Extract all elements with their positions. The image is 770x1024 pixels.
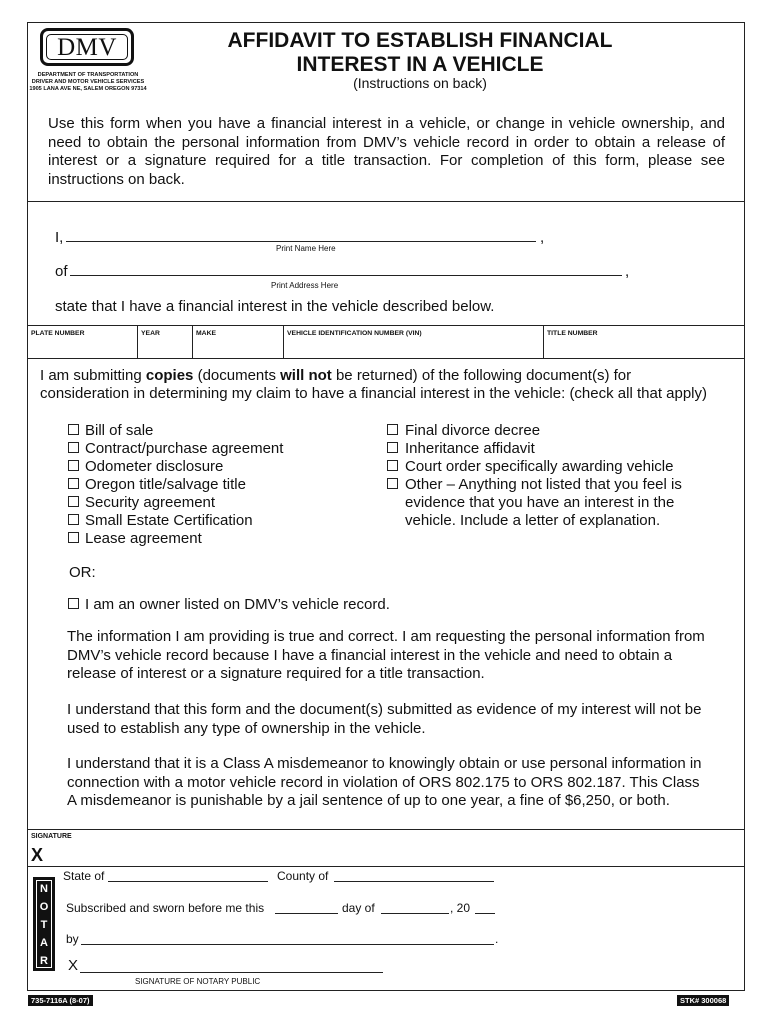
col-plate-number: PLATE NUMBER	[31, 330, 85, 337]
notary-by-period: .	[495, 932, 499, 946]
agency-line-2: DRIVER AND MOTOR VEHICLE SERVICES	[31, 79, 145, 85]
notary-county-label: County of	[277, 869, 329, 883]
form-title-line-1: AFFIDAVIT TO ESTABLISH FINANCIAL	[227, 29, 613, 52]
intro-paragraph: Use this form when you have a financial interest in a vehicle, or change in vehicle ownership, and need to obtain the personal information from DMV’s vehicle record in order to obtain a release of interest or a signature required for a title transaction. For completion of this form, please see instructions on back.	[48, 115, 725, 188]
submitting-line-1	[40, 367, 631, 386]
name-caption: Print Name Here	[276, 244, 336, 253]
address-caption: Print Address Here	[271, 281, 339, 290]
vin-input[interactable]	[287, 340, 541, 356]
checkbox-bill-of-sale[interactable]	[68, 424, 79, 435]
col-title-number: TITLE NUMBER	[547, 330, 598, 337]
checkbox-label-security-agreement: Security agreement	[85, 494, 216, 511]
stock-number: STK# 300068	[677, 995, 729, 1006]
notary-signature-caption: SIGNATURE OF NOTARY PUBLIC	[135, 977, 261, 986]
checkbox-owner[interactable]	[68, 598, 79, 609]
submitting-bold-will-not: will not	[280, 367, 332, 384]
submitting-bold-copies: copies	[145, 367, 194, 384]
other-continuation-1: evidence that you have an interest in the	[405, 494, 675, 511]
table-divider	[192, 325, 193, 359]
checkbox-inheritance-affidavit[interactable]	[387, 442, 398, 453]
checkbox-security-agreement[interactable]	[68, 496, 79, 507]
form-number: 735-7116A (8-07)	[28, 995, 93, 1006]
dmv-logo	[40, 28, 134, 66]
notary-x-mark: X	[68, 957, 79, 974]
notary-day-field[interactable]	[275, 913, 338, 914]
statement-true-correct: The information I am providing is true and correct. I am requesting the personal information from DMV’s vehicle record because I have a financial interest in the vehicle and need to obtain a release of interest or a signature required for a title transaction.	[67, 628, 705, 682]
title-number-input[interactable]	[547, 340, 742, 356]
notary-subscribed-label: Subscribed and sworn before me this	[66, 901, 265, 915]
notary-letter: A	[40, 937, 48, 949]
submitting-line-2: consideration in determining my claim to have a financial interest in the vehicle: (check all that apply)	[40, 385, 708, 402]
checkbox-label-small-estate: Small Estate Certification	[85, 512, 253, 529]
checkbox-label-bill-of-sale: Bill of sale	[85, 422, 154, 439]
submitting-text-c: be returned) of the following document(s) for	[331, 367, 632, 384]
address-comma: ,	[625, 263, 630, 280]
statement-misdemeanor: I understand that it is a Class A misdemeanor to knowingly obtain or use personal information in connection with a motor vehicle record in violation of ORS 802.175 to ORS 802.187. This Class A misdemeanor is punishable by a jail sentence of up to one year, a fine of $6,250, or both.	[67, 755, 702, 809]
notary-letter: N	[40, 883, 48, 895]
notary-state-field[interactable]	[108, 881, 268, 882]
checkbox-label-court-order: Court order specifically awarding vehicle	[405, 458, 674, 475]
table-divider	[283, 325, 284, 359]
notary-day-of-label: day of	[342, 901, 375, 915]
or-label: OR:	[69, 564, 96, 581]
form-title-line-2: INTEREST IN A VEHICLE	[296, 53, 544, 76]
checkbox-oregon-title[interactable]	[68, 478, 79, 489]
submitting-text-b: (documents	[193, 367, 281, 384]
notary-by-label: by	[66, 932, 79, 946]
notary-letter: R	[40, 955, 48, 967]
notary-letter: T	[40, 919, 48, 931]
make-input[interactable]	[196, 340, 281, 356]
notary-by-field[interactable]	[81, 944, 494, 945]
logo-text: DMV	[57, 33, 117, 61]
signature-top-line	[27, 829, 745, 830]
signature-bottom-line	[27, 866, 745, 867]
notary-year-field[interactable]	[475, 913, 495, 914]
checkbox-odometer[interactable]	[68, 460, 79, 471]
col-make: MAKE	[196, 330, 217, 337]
checkbox-label-contract-purchase: Contract/purchase agreement	[85, 440, 284, 457]
notary-state-label: State of	[63, 869, 105, 883]
form-subtitle: (Instructions on back)	[353, 75, 487, 91]
checkbox-small-estate[interactable]	[68, 514, 79, 525]
col-year: YEAR	[141, 330, 160, 337]
signature-x-mark: X	[31, 845, 44, 865]
notary-letter: O	[39, 901, 49, 913]
notary-year-prefix: , 20	[450, 901, 471, 915]
table-top-line	[27, 325, 745, 326]
agency-line-3: 1905 LANA AVE NE, SALEM OREGON 97314	[29, 86, 147, 92]
agency-line-1: DEPARTMENT OF TRANSPORTATION	[37, 72, 139, 78]
table-divider	[137, 325, 138, 359]
state-interest-text: state that I have a financial interest in the vehicle described below.	[55, 298, 495, 315]
notary-signature-field[interactable]	[80, 972, 383, 973]
signature-label: SIGNATURE	[31, 833, 72, 840]
checkbox-other[interactable]	[387, 478, 398, 489]
col-vin: VEHICLE IDENTIFICATION NUMBER (VIN)	[287, 330, 422, 337]
checkbox-label-inheritance-affidavit: Inheritance affidavit	[405, 440, 535, 457]
notary-month-field[interactable]	[381, 913, 449, 914]
checkbox-label-lease-agreement: Lease agreement	[85, 530, 202, 547]
i-prefix: I,	[55, 229, 64, 246]
checkbox-contract-purchase[interactable]	[68, 442, 79, 453]
checkbox-court-order[interactable]	[387, 460, 398, 471]
notary-county-field[interactable]	[334, 881, 494, 882]
checkbox-label-other: Other – Anything not listed that you feel is	[405, 476, 682, 493]
name-comma: ,	[540, 229, 545, 246]
signature-field[interactable]	[55, 842, 735, 864]
statement-no-ownership: I understand that this form and the document(s) submitted as evidence of my interest will not be used to establish any type of ownership in the vehicle.	[67, 701, 702, 737]
checkbox-lease-agreement[interactable]	[68, 532, 79, 543]
table-divider	[543, 325, 544, 359]
checkbox-label-odometer: Odometer disclosure	[85, 458, 224, 475]
plate-number-input[interactable]	[31, 340, 135, 356]
checkbox-label-owner: I am an owner listed on DMV’s vehicle record.	[85, 596, 390, 613]
checkbox-divorce-decree[interactable]	[387, 424, 398, 435]
other-continuation-2: vehicle. Include a letter of explanation.	[405, 512, 661, 529]
table-bottom-line	[27, 358, 745, 359]
address-field[interactable]	[70, 275, 622, 276]
notary-vertical-label	[33, 877, 55, 985]
section-divider	[27, 201, 745, 202]
checkbox-label-oregon-title: Oregon title/salvage title	[85, 476, 246, 493]
of-prefix: of	[55, 263, 68, 280]
year-input[interactable]	[141, 340, 190, 356]
name-field[interactable]	[66, 241, 536, 242]
submitting-text-a: I am submitting	[40, 367, 146, 384]
checkbox-label-divorce-decree: Final divorce decree	[405, 422, 541, 439]
notary-letter: Y	[40, 973, 48, 985]
